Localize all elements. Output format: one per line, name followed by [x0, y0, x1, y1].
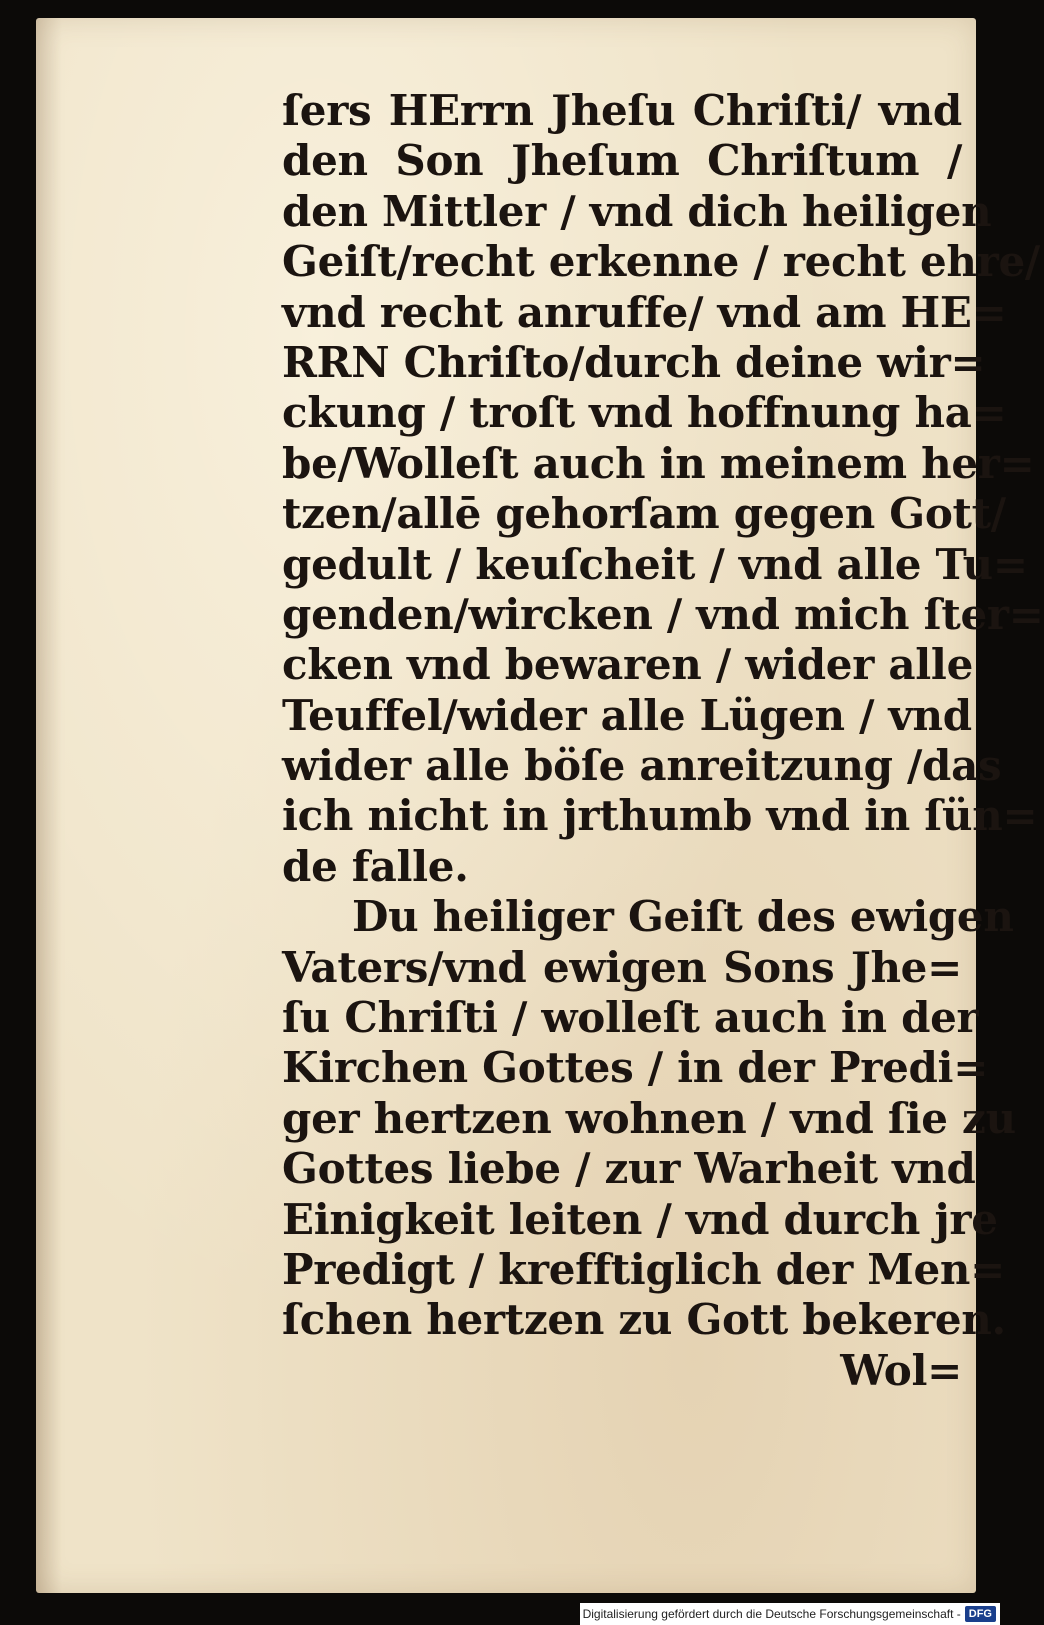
text-line: gedult / keuſcheit / vnd alle Tu= [282, 539, 1028, 589]
text-line: ſers HErrn Jheſu Chriſti/ vnd [282, 86, 962, 135]
text-line: wider alle böſe anreitzung /das [282, 741, 1002, 791]
digitization-credit-bar [580, 1603, 1000, 1625]
text-line: ckung / troſt vnd hoffnung ha= [282, 388, 1007, 438]
book-page [36, 18, 1044, 1593]
text-line: den Mittler / vnd dich heiligen [282, 186, 992, 236]
text-line: cken vnd bewaren / wider alle [282, 640, 974, 690]
text-line: Predigt / krefftiglich der Men= [282, 1244, 1006, 1294]
text-line: Kirchen Gottes / in der Predi= [282, 1043, 989, 1093]
text-line: Du heiliger Geiſt des ewigen [352, 892, 1014, 942]
text-line: Gottes liebe / zur Warheit vnd [282, 1144, 976, 1194]
page-text-block [282, 86, 1044, 1396]
text-line: Geiſt/recht erkenne / recht ehre/ [282, 237, 1040, 287]
text-line: vnd recht anruffe/ vnd am HE= [282, 287, 1007, 337]
catchword: Wol= [840, 1345, 962, 1395]
text-line: de falle. [282, 841, 469, 891]
text-line: Einigkeit leiten / vnd durch jre [282, 1194, 998, 1244]
credit-text: Digitalisierung gefördert durch die Deutsche Forschungsgemeinschaft - [582, 1607, 961, 1621]
text-line: be/Wolleſt auch in meinem her= [282, 438, 1035, 488]
text-line: ger hertzen wohnen / vnd ſie zu [282, 1093, 1016, 1143]
text-line: genden/wircken / vnd mich ſter= [282, 589, 1044, 639]
text-line: ſchen hertzen zu Gott bekeren. [282, 1295, 1006, 1345]
text-line: ſu Chriſti / wolleſt auch in der [282, 993, 979, 1043]
text-line: tzen/allē gehorſam gegen Gott/ [282, 489, 1006, 539]
text-line: den Son Jheſum Chriſtum / [282, 136, 962, 186]
text-line: ich nicht in jrthumb vnd in ſün= [282, 791, 1038, 841]
text-line: Teuffel/wider alle Lügen / vnd [282, 690, 972, 740]
dfg-logo: DFG [965, 1606, 996, 1622]
text-line: Vaters/vnd ewigen Sons Jhe= [282, 942, 962, 992]
text-line: RRN Chriſto/durch deine wir= [282, 337, 986, 387]
